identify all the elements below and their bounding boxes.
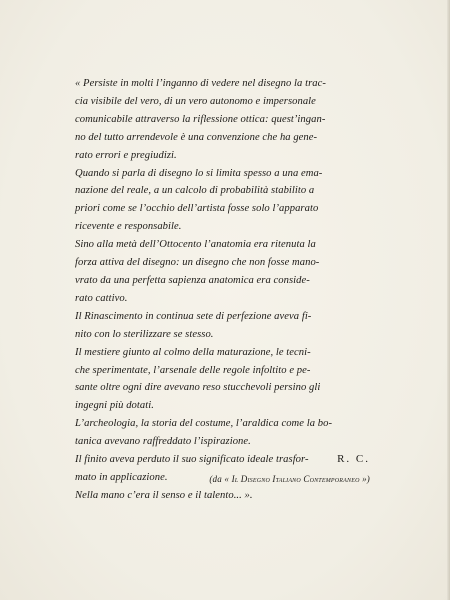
quote-line: tanica avevano raffreddato l’ispirazione. xyxy=(75,436,251,448)
quote-line: Nella mano c’era il senso e il talento... ». xyxy=(75,489,253,501)
quote-line: ricevente e responsabile. xyxy=(75,221,182,233)
quote-line: priori come se l’occhio dell’artista fosse solo l’apparato xyxy=(75,203,319,215)
quote-line: vrato da una perfetta sapienza anatomica era conside- xyxy=(75,274,310,286)
quote-paragraph xyxy=(75,75,375,165)
quote-line: mato in applicazione. xyxy=(75,471,168,483)
quote-line: sante oltre ogni dire avevano reso stucchevoli persino gli xyxy=(75,382,321,394)
source-prefix: (da « xyxy=(209,474,230,484)
quote-line: no del tutto arrendevole è una convenzione che ha gene- xyxy=(75,131,318,143)
quote-paragraph xyxy=(75,308,375,344)
quote-block xyxy=(75,75,375,505)
quote-line: « Persiste in molti l’inganno di vedere nel disegno la trac- xyxy=(75,78,326,89)
quote-paragraph xyxy=(75,415,375,451)
quote-paragraph xyxy=(75,236,375,308)
quote-line: forza attiva del disegno: un disegno che non fosse mano- xyxy=(75,257,320,269)
quote-line: L’archeologia, la storia del costume, l’araldica come la bo- xyxy=(75,418,333,430)
signature: R. C. xyxy=(337,453,370,465)
quote-line: cia visibile del vero, di un vero autonomo e impersonale xyxy=(75,95,316,107)
quote-line: Il finito aveva perduto il suo significato ideale trasfor- xyxy=(75,454,309,466)
quote-line: comunicabile attraverso la riflessione ottica: quest’ingan- xyxy=(75,113,326,125)
quote-line: nito con lo sterilizzare se stesso. xyxy=(75,328,214,340)
quote-line: ingegni più dotati. xyxy=(75,400,154,412)
quote-line: rato cattivo. xyxy=(75,292,128,304)
quote-paragraph xyxy=(75,165,375,237)
source-suffix: ») xyxy=(362,474,370,484)
quote-line: Il mestiere giunto al colmo della maturazione, le tecni- xyxy=(75,346,311,358)
quote-line: che sperimentate, l’arsenale delle regole infoltito e pe- xyxy=(75,364,311,376)
quote-line: Il Rinascimento in continua sete di perfezione aveva fi- xyxy=(75,310,312,322)
quote-paragraph xyxy=(75,344,375,416)
source-title: Il Disegno Italiano Contemporaneo xyxy=(231,474,360,484)
quote-line: nazione del reale, a un calcolo di probabilità stabilito a xyxy=(75,185,315,197)
quote-line: Sino alla metà dell’Ottocento l’anatomia era ritenuta la xyxy=(75,239,316,251)
quote-paragraph xyxy=(75,487,375,505)
quote-line: Quando si parla di disegno lo si limita spesso a una ema- xyxy=(75,167,323,179)
quote-line: rato errori e pregiudizi. xyxy=(75,149,177,161)
source-citation xyxy=(209,474,370,484)
